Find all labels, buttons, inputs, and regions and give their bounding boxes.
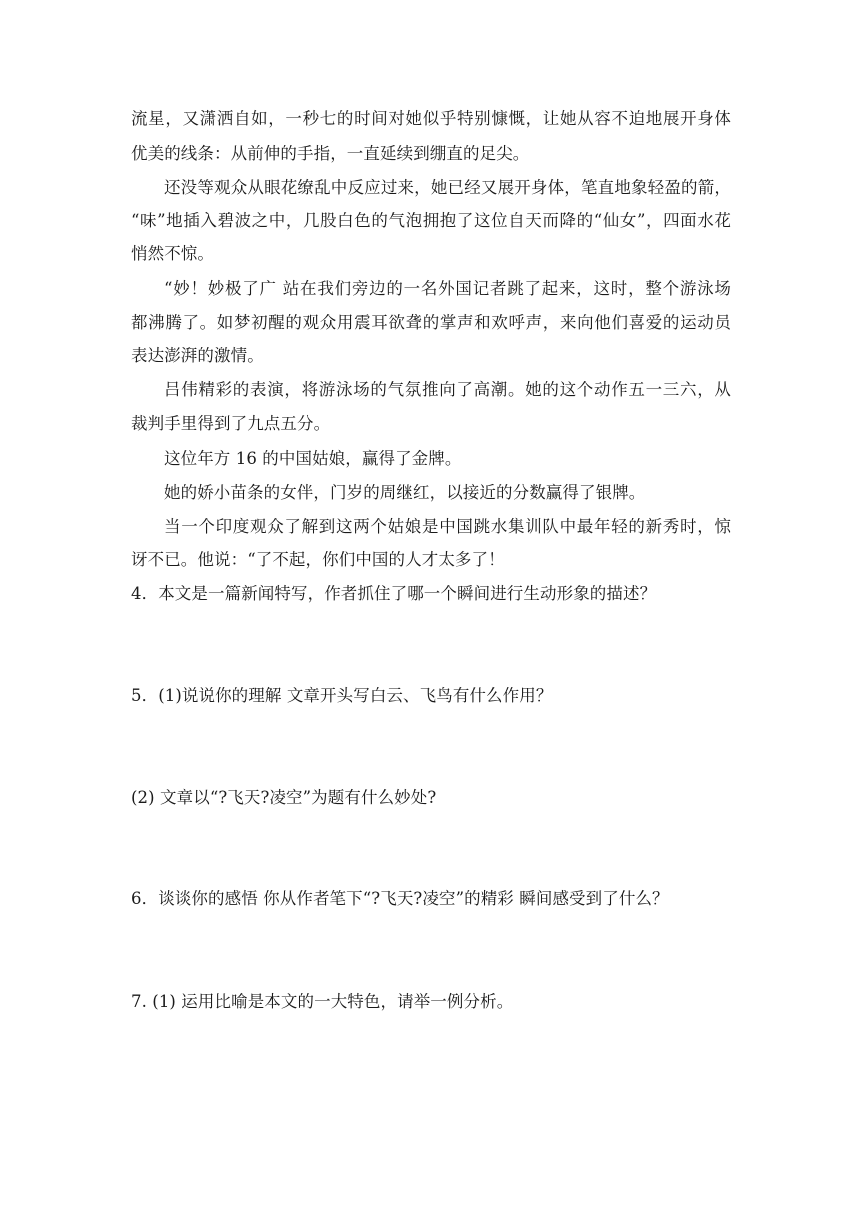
- question-7-1: 7. (1) 运用比喻是本文的一大特色，请举一例分析。: [131, 992, 514, 1011]
- passage-line: 讶不已。他说：“了不起，你们中国的人才太多了！: [131, 550, 505, 569]
- passage-line: 这位年方 16 的中国姑娘，赢得了金牌。: [164, 449, 462, 468]
- passage-line: “妙！妙极了广 站在我们旁边的一名外国记者跳了起来，这时，整个游泳场: [164, 279, 731, 298]
- passage-line: 流星，又潇洒自如，一秒七的时间对她似乎特别慷慨，让她从容不迫地展开身体: [131, 109, 731, 128]
- passage-line: “味”地插入碧波之中，几股白色的气泡拥抱了这位自天而降的“仙女”，四面水花: [131, 211, 731, 230]
- passage-line: 当一个印度观众了解到这两个姑娘是中国跳水集训队中最年轻的新秀时，惊: [164, 517, 731, 536]
- question-5-1: 5．(1)说说你的理解 文章开头写白云、飞鸟有什么作用？: [131, 686, 553, 705]
- passage-line: 悄然不惊。: [131, 244, 214, 263]
- question-4: 4．本文是一篇新闻特写，作者抓住了哪一个瞬间进行生动形象的描述？: [131, 584, 657, 603]
- passage-line: 裁判手里得到了九点五分。: [131, 414, 331, 433]
- passage-line: 表达澎湃的激情。: [131, 346, 264, 365]
- passage-line: 她的娇小苗条的女伴，门岁的周继红，以接近的分数赢得了银牌。: [164, 483, 646, 502]
- passage-line: 吕伟精彩的表演，将游泳场的气氛推向了高潮。她的这个动作五一三六，从: [164, 380, 731, 399]
- passage-line: 都沸腾了。如梦初醒的观众用震耳欲聋的掌声和欢呼声，来向他们喜爱的运动员: [131, 313, 731, 332]
- passage-line: 还没等观众从眼花缭乱中反应过来，她已经又展开身体，笔直地象轻盈的箭，: [164, 178, 731, 197]
- question-6: 6．谈谈你的感悟 你从作者笔下“?飞天?凌空”的精彩 瞬间感受到了什么？: [131, 889, 669, 908]
- question-5-2: (2) 文章以“?飞天?凌空”为题有什么妙处?: [131, 788, 437, 807]
- passage-line: 优美的线条：从前伸的手指，一直延续到绷直的足尖。: [131, 144, 530, 163]
